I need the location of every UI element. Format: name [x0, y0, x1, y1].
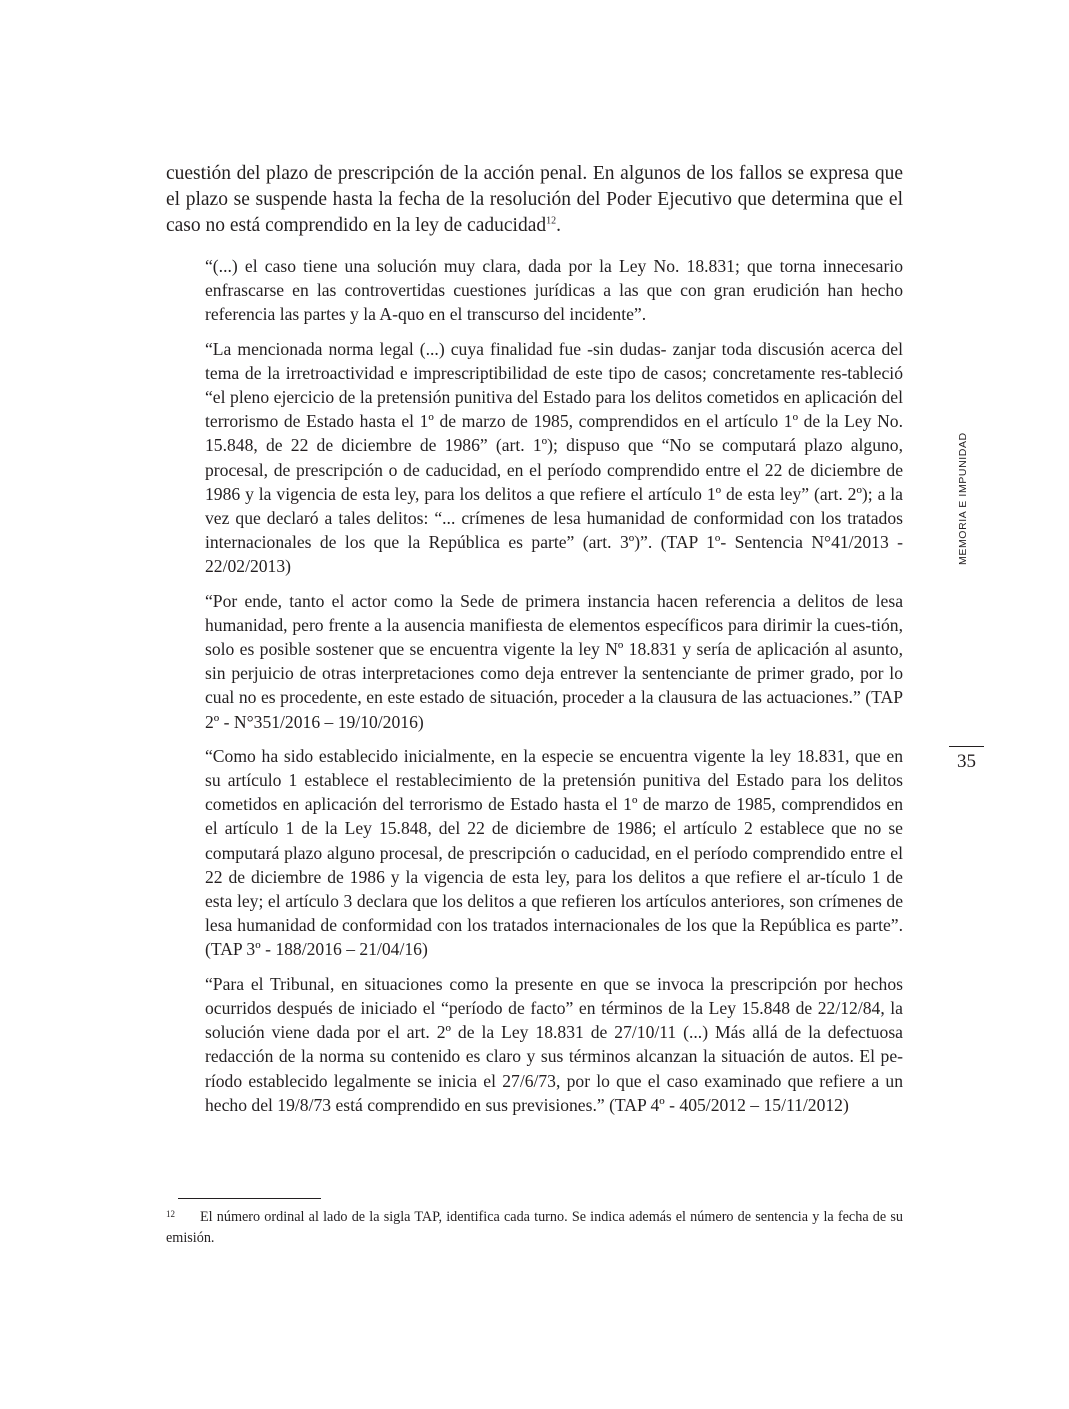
quote-2: “La mencionada norma legal (...) cuya finalidad fue -sin dudas- zanjar toda discusión acerca del tema de la irretroactividad e imprescriptibilidad de este tipo de casos; concretamente res-tableció “el pleno ejercicio de la pretensión punitiva del Estado para los delitos cometidos en aplicación del terrorismo de Estado hasta el 1º de marzo de 1985, comprendidos en el artículo 1º de la Ley No. 15.848, de 22 de diciembre de 1986” (art. 1º); dispuso que “No se computará plazo alguno, procesal, de prescripción o de caducidad, en el período comprendido entre el 22 de diciembre de 1986 y la vigencia de esta ley, para los delitos a que refiere el artículo 1º de esta ley” (art. 2º); a la vez que declaró a tales delitos: “... crímenes de lesa humanidad de conformidad con los tratados internacionales de los que la República es parte” (art. 3º)”. (TAP 1º- Sentencia N°41/2013 - 22/02/2013)	[205, 338, 903, 577]
intro-text: cuestión del plazo de prescripción de la acción penal. En algunos de los fallos se expresa que el plazo se suspende hasta la fecha de la resolución del Poder Ejecutivo que determina que el caso no está comprendido en la ley de caducidad	[166, 163, 903, 236]
quote-3: “Por ende, tanto el actor como la Sede de primera instancia hacen referencia a delitos de lesa humanidad, pero frente a la ausencia manifiesta de elementos específicos para dirimir la cues-tión, solo es posible sostener que se encuentra vigente la ley Nº 18.831 y sería de aplicación al asunto, sin perjuicio de otras interpretaciones como deja entrever la sentenciante de primer grado, por lo cual no es procedente, en este estado de situación, proceder a la clausura de las actuaciones.” (TAP 2º - N°351/2016 – 19/10/2016)	[205, 590, 903, 732]
footnote-text: El número ordinal al lado de la sigla TAP, identifica cada turno. Se indica además el número de sentencia y la fecha de su emisión.	[166, 1209, 903, 1246]
page-number-rule	[949, 746, 984, 747]
footnote-reference[interactable]: 12	[546, 215, 557, 227]
footnote-number: 12	[166, 1209, 175, 1219]
running-header-vertical: MEMORIA E IMPUNIDAD	[957, 432, 969, 565]
footnote	[166, 1207, 903, 1249]
quotations-block	[205, 254, 903, 1127]
intro-paragraph	[166, 161, 903, 239]
quote-4: “Como ha sido establecido inicialmente, en la especie se encuentra vigente la ley 18.831, que en su artículo 1 establece el restablecimiento de la pretensión punitiva del Estado para los delitos cometidos en aplicación del terrorismo de Estado hasta el 1º de marzo de 1985, comprendidos en el artículo 1 de la Ley 15.848, del 22 de diciembre de 1986; el artículo 2 establece que no se computará plazo alguno procesal, de prescripción o caducidad, en el período comprendido entre el 22 de diciembre de 1986 y la vigencia de esta ley, para los delitos a que refiere el ar-tículo 1 de esta ley; el artículo 3 declara que los delitos a que refieren los artículos anteriores, son crímenes de lesa humanidad de conformidad con los tratados internacionales de los que la República es parte”. (TAP 3º - 188/2016 – 21/04/16)	[205, 745, 903, 960]
page-number: 35	[957, 751, 976, 772]
intro-end: .	[556, 215, 561, 236]
quote-5: “Para el Tribunal, en situaciones como la presente en que se invoca la prescripción por hechos ocurridos después de iniciado el “período de facto” en términos de la Ley 15.848 de 22/12/84, la solución viene dada por el art. 2º de la Ley 18.831 de 27/10/11 (...) Más allá de la defectuosa redacción de la norma su contenido es claro y sus términos alcanzan la situación de autos. El pe-ríodo establecido legalmente se inicia el 27/6/73, por lo que el caso examinado que refiere a un hecho del 19/8/73 está comprendido en sus previsiones.” (TAP 4º - 405/2012 – 15/11/2012)	[205, 973, 903, 1115]
footnote-separator	[178, 1198, 321, 1199]
quote-1: “(...) el caso tiene una solución muy clara, dada por la Ley No. 18.831; que torna innecesario enfrascarse en las controvertidas cuestiones jurídicas a las que con gran erudición han hecho referencia las partes y la A-quo en el transcurso del incidente”.	[205, 256, 903, 325]
